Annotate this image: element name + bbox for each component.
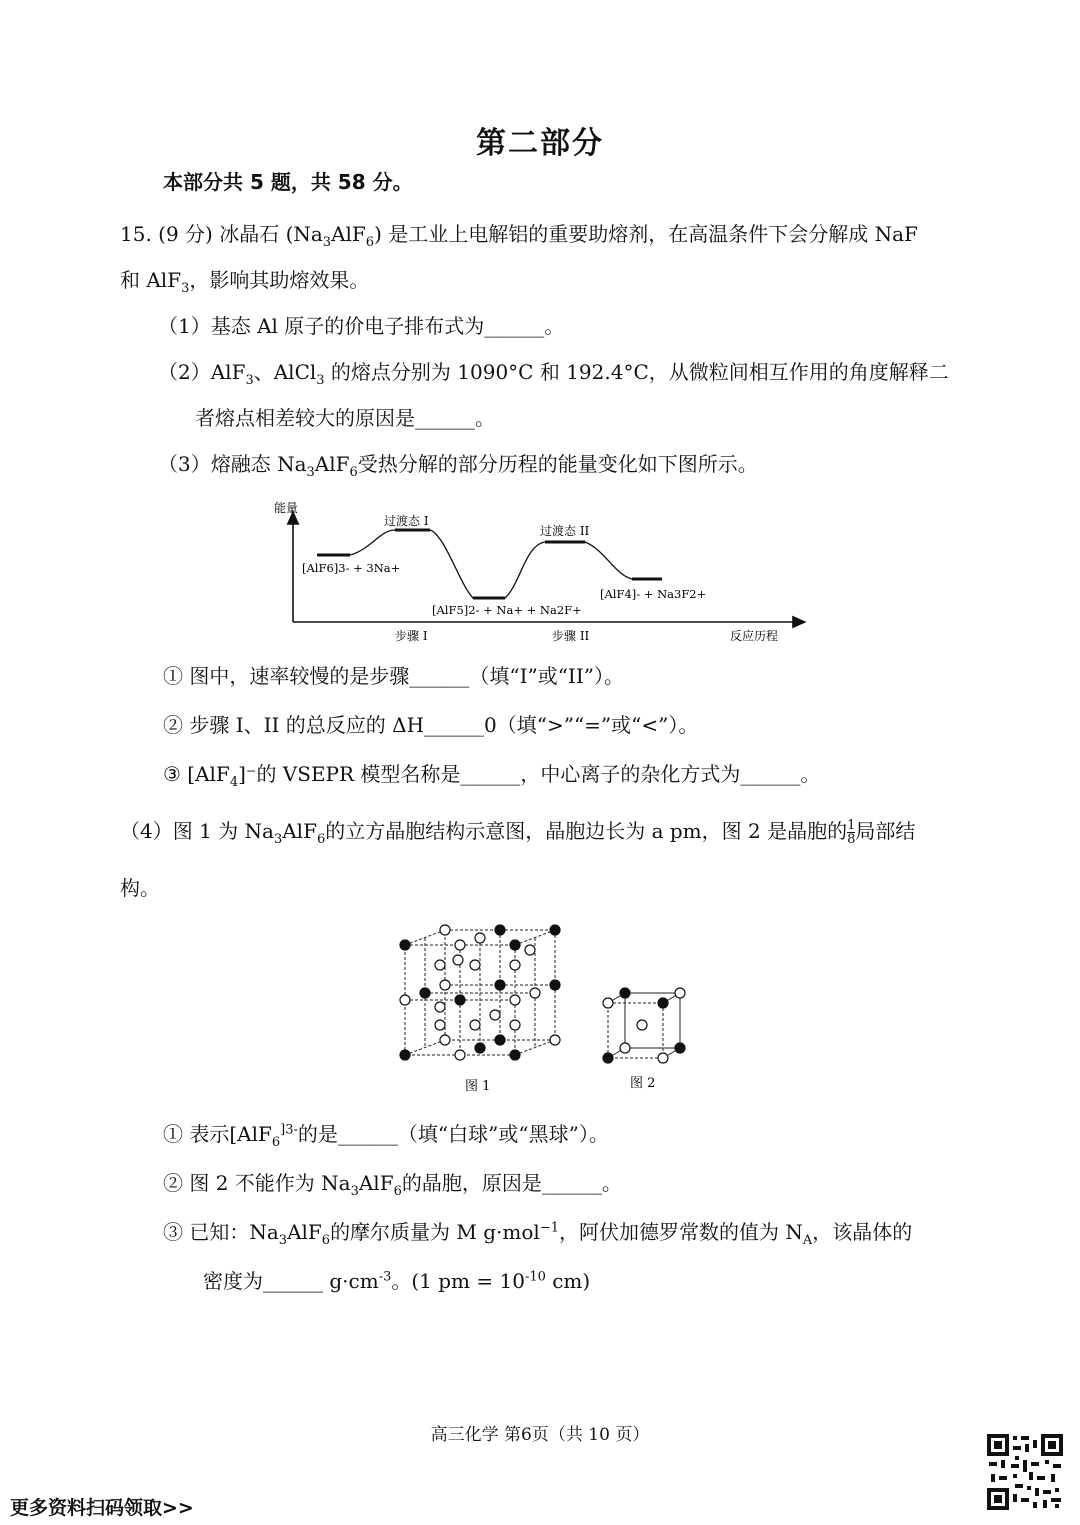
step2-label: 步骤 II [552,629,590,643]
section-title: 第二部分 [476,126,604,161]
qr-code-icon[interactable] [985,1432,1065,1512]
q15-stem-line1: 15. (9 分) 冰晶石 $(Na_3AlF_6)$ 是工业上电解铝的重要助熔剂，在高温条件下会分解成 NaF [120,222,918,250]
y-axis-label [274,500,298,515]
ts2-label: 过渡态 II [540,524,590,538]
fig1-label: 图 1 [465,1079,491,1094]
q15-part3-sub2: ② 步骤 I、II 的总反应的 ΔH______0（填“>”“=”或“<”）。 [163,713,699,737]
crystal-figures [390,915,700,1100]
q15-part3: （3）熔融态 $Na_3AlF_6$受热分解的部分历程的能量变化如下图所示。 [158,452,758,480]
ts1-label: 过渡态 I [384,514,429,528]
fraction-one-eighth: $\frac{1}{8}$ [847,818,856,847]
product-label: [AlF4]- + Na3F2+ [600,587,707,601]
more-resources-link[interactable]: 更多资料扫码领取>> [10,1497,194,1519]
q15-part4-sub3-line1: ③ 已知：$Na_3AlF_6$的摩尔质量为 M g·mol$^{-1}$，阿伏加德罗常数的值为 $N_A$，该晶体的 [163,1220,913,1248]
q15-part1: （1）基态 Al 原子的价电子排布式为______。 [158,314,565,338]
q15-part3-sub3: ③ [AlF$_4$]⁻的 VSEPR 模型名称是______，中心离子的杂化方式为______。 [163,762,821,790]
q15-part3-sub1: ① 图中，速率较慢的是步骤______（填“I”或“II”）。 [163,664,624,688]
energy-diagram [260,490,820,650]
section-intro: 本部分共 5 题，共 58 分。 [163,170,413,194]
q15-part4-line1: （4）图 1 为 $Na_3AlF_6$的立方晶胞结构示意图，晶胞边长为 a pm，图 2 是晶胞的 $\frac{1}{8}$ 局部结 [120,818,916,847]
q15-part2-line2: 者熔点相差较大的原因是______。 [195,406,495,430]
q15-part4-sub3-line2: 密度为______ $g\cdot cm^{-3}$。(1 pm = $10^{-10}$ cm) [203,1269,591,1293]
step1-label: 步骤 I [395,629,428,643]
fig2-label: 图 2 [630,1076,656,1091]
intermediate-label: [AlF5]2- + Na+ + Na2F+ [432,603,582,617]
page-footer: 高三化学 第6页（共 10 页） [430,1425,650,1445]
x-axis-label: 反应历程 [730,629,779,643]
q15-part2-line1: （2）AlF$_3$、AlCl$_3$ 的熔点分别为 1090°C 和 192.4°C，从微粒间相互作用的角度解释二 [158,360,949,388]
q15-part4-sub2: ② 图 2 不能作为 $Na_3AlF_6$的晶胞，原因是______。 [163,1171,622,1199]
reactant-label: [AlF6]3- + 3Na+ [302,561,401,575]
q15-stem-line2: 和 AlF$_3$，影响其助熔效果。 [120,268,370,296]
q15-part4-sub1: ① 表示[AlF$_6^{]3-}$的是______（填“白球”或“黑球”）。 [163,1122,609,1150]
q15-part4-line2: 构。 [120,876,160,900]
y-axis-label-char-1: 能量 [274,501,299,515]
